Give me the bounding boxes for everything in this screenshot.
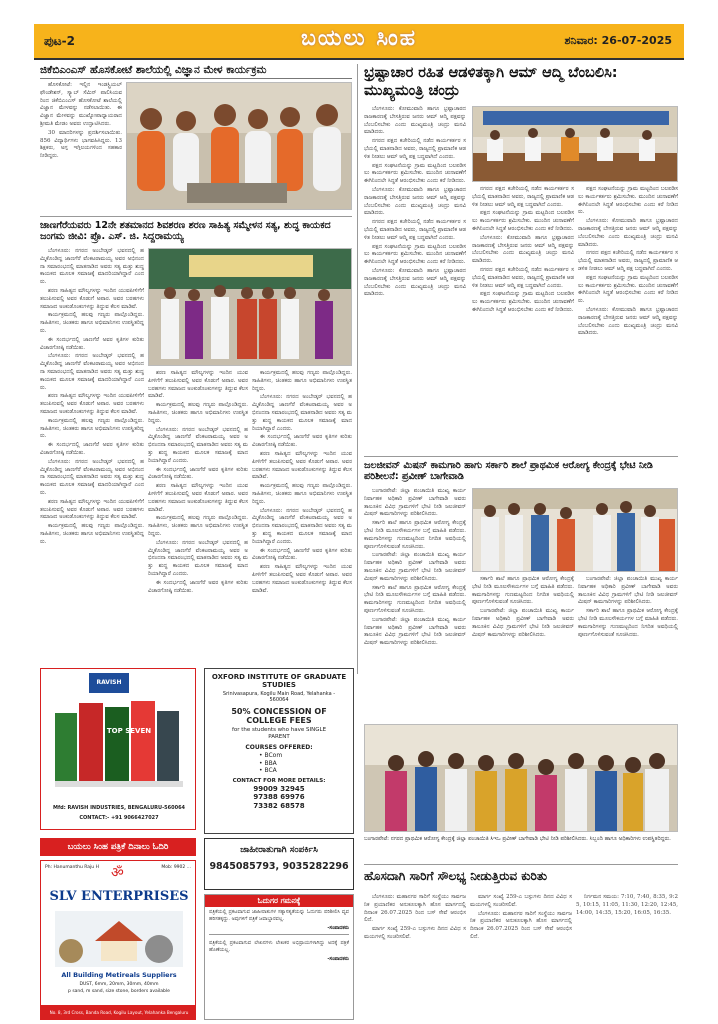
body-paragraph: ಬಂಗಾರಪೇಟೆ: ಜಿಲ್ಲಾ ಪಂಚಾಯಿತಿ ಮುಖ್ಯ ಕಾರ್ಯನಿರ್ವಾಹಕ ಅಧಿಕಾರಿ ಪ್ರವೀಣ್ ಬಾಗೇವಾಡಿ ಅವರು ತಾಲೂಕಿನ ವಿವಿಧ ಗ್ರಾಮಗಳಿಗೆ ಭೇಟಿ ನೀಡಿ ಜಲಜೀವನ್ ಮಿಷನ್ ಕಾಮಗಾರಿಗಳನ್ನು ಪರಿಶೀಲಿಸಿದರು. [364,552,466,582]
body-paragraph: ಬೆಂಗಳೂರು: ನಗರದ ಅಂಬೇಡ್ಕರ್ ಭವನದಲ್ಲಿ ಹಮ್ಮಿಕೊಂಡಿದ್ದ ಜಾಣಗೆರೆ ವೆಂಕಟರಾಮಯ್ಯ ಅವರ ಅಭಿನಂದನಾ ಸಮಾರಂಭದಲ್ಲಿ ಮಾತನಾಡಿದ ಅವರು ಸತ್ಯ ಮತ್ತು ಶುದ್ಧ ಕಾಯಕದ ಮೂಲಕ ಸಮಾಜಕ್ಕೆ ಮಾದರಿಯಾಗಿದ್ದಾರೆ ಎಂದರು. [40,353,144,391]
body-paragraph: ಪಕ್ಷದ ಸಂಘಟನೆಯನ್ನು ಗ್ರಾಮ ಮಟ್ಟದಿಂದ ಬಲಪಡಿಸಲು ಕಾರ್ಯಕರ್ತರು ಶ್ರಮಿಸಬೇಕು. ಮುಂದಿನ ಚುನಾವಣೆಗೆ ಈಗಿನಿಂದಲೇ ಸಿದ್ಧತೆ ಆರಂಭಿಸಬೇಕು ಎಂದು ಕರೆ ನೀಡಿದರು. [578,274,678,305]
body-paragraph: ಸರ್ಕಾರಿ ಶಾಲೆ ಹಾಗೂ ಪ್ರಾಥಮಿಕ ಆರೋಗ್ಯ ಕೇಂದ್ರಕ್ಕೆ ಭೇಟಿ ನೀಡಿ ಮೂಲಸೌಕರ್ಯಗಳ ಬಗ್ಗೆ ಮಾಹಿತಿ ಪಡೆದರು. ಕಾಮಗಾರಿಗಳನ್ನು ಗುಣಮಟ್ಟದಿಂದ ನಿಗದಿತ ಅವಧಿಯಲ್ಲಿ ಪೂರ್ಣಗೊಳಿಸುವಂತೆ ಸೂಚಿಸಿದರು. [364,520,466,550]
course-label: BCom [264,752,283,759]
phone-number: 97388 69976 [253,793,305,801]
body-paragraph: ಈ ಸಂದರ್ಭದಲ್ಲಿ ಜಾಣಗೆರೆ ಅವರ ಕೃತಿಗಳ ಕುರಿತು ವಿಚಾರಗೋಷ್ಠಿ ನಡೆಯಿತು. [252,547,352,562]
body-paragraph: ಬಂಗಾರಪೇಟೆ: ಜಿಲ್ಲಾ ಪಂಚಾಯಿತಿ ಮುಖ್ಯ ಕಾರ್ಯನಿರ್ವಾಹಕ ಅಧಿಕಾರಿ ಪ್ರವೀಣ್ ಬಾಗೇವಾಡಿ ಅವರು ತಾಲೂಕಿನ ವಿವಿಧ ಗ್ರಾಮಗಳಿಗೆ ಭೇಟಿ ನೀಡಿ ಜಲಜೀವನ್ ಮಿಷನ್ ಕಾಮಗಾರಿಗಳನ್ನು ಪರಿಶೀಲಿಸಿದರು. [472,608,574,638]
right-story2-headline: ಜಲಜೀವನ್ ಮಿಷನ್ ಕಾಮಗಾರಿ ಹಾಗು ಸರ್ಕಾರಿ ಶಾಲೆ ಪ್ರಾಥಮಿಕ ಆರೋಗ್ಯ ಕೇಂದ್ರಕ್ಕೆ ಭೇಟಿ ನೀಡಿ ಪರಿಶೀಲನೆ: ಪ್ರವೀಣ್ ಬಾಗೇವಾಡಿ [364,460,653,482]
left-story1-headline: ಜಿಕೆಬಿಎಂಎಸ್ ಹೊಸಕೋಟೆ ಶಾಲೆಯಲ್ಲಿ ವಿಜ್ಞಾನ ಮೇಳ ಕಾರ್ಯಕ್ರಮ [40,64,352,79]
body-paragraph: ಪಕ್ಷದ ಸಂಘಟನೆಯನ್ನು ಗ್ರಾಮ ಮಟ್ಟದಿಂದ ಬಲಪಡಿಸಲು ಕಾರ್ಯಕರ್ತರು ಶ್ರಮಿಸಬೇಕು. ಮುಂದಿನ ಚುನಾವಣೆಗೆ ಈಗಿನಿಂದಲೇ ಸಿದ್ಧತೆ ಆರಂಭಿಸಬೇಕು ಎಂದು ಕರೆ ನೀಡಿದರು. [364,243,466,266]
course-item: • BCA [259,767,277,774]
body-paragraph: ಸರ್ಕಾರಿ ಶಾಲೆ ಹಾಗೂ ಪ್ರಾಥಮಿಕ ಆರೋಗ್ಯ ಕೇಂದ್ರಕ್ಕೆ ಭೇಟಿ ನೀಡಿ ಮೂಲಸೌಕರ್ಯಗಳ ಬಗ್ಗೆ ಮಾಹಿತಿ ಪಡೆದರು. ಕಾಮಗಾರಿಗಳನ್ನು ಗುಣಮಟ್ಟದಿಂದ ನಿಗದಿತ ಅವಧಿಯಲ್ಲಿ ಪೂರ್ಣಗೊಳಿಸುವಂತೆ ಸೂಚಿಸಿದರು. [472,576,574,606]
body-paragraph: ಪಕ್ಷದ ಸಂಘಟನೆಯನ್ನು ಗ್ರಾಮ ಮಟ್ಟದಿಂದ ಬಲಪಡಿಸಲು ಕಾರ್ಯಕರ್ತರು ಶ್ರಮಿಸಬೇಕು. ಮುಂದಿನ ಚುನಾವಣೆಗೆ ಈಗಿನಿಂದಲೇ ಸಿದ್ಧತೆ ಆರಂಭಿಸಬೇಕು ಎಂದು ಕರೆ ನೀಡಿದರು. [364,162,466,185]
oxford-name: OXFORD INSTITUTE OF GRADUATE STUDIES [211,673,347,689]
slv-contact-left: Ph: Hanumanthu Raju H [45,865,99,870]
slv-name: SLV ENTERPRISES [49,889,189,904]
body-paragraph: ಶರಣ ಸಾಹಿತ್ಯದ ಮೌಲ್ಯಗಳನ್ನು ಇಂದಿನ ಯುವಪೀಳಿಗೆಗೆ ತಲುಪಿಸುವಲ್ಲಿ ಅವರ ಕೊಡುಗೆ ಅಪಾರ. ಅವರ ಬರಹಗಳು ಸಮಾಜದ ಅಂಕುಡೊಂಕುಗಳನ್ನು ತಿದ್ದುವ ಕೆಲಸ ಮಾಡಿವೆ. [252,564,352,594]
body-paragraph: ಪಕ್ಷದ ಸಂಘಟನೆಯನ್ನು ಗ್ರಾಮ ಮಟ್ಟದಿಂದ ಬಲಪಡಿಸಲು ಕಾರ್ಯಕರ್ತರು ಶ್ರಮಿಸಬೇಕು. ಮುಂದಿನ ಚುನಾವಣೆಗೆ ಈಗಿನಿಂದಲೇ ಸಿದ್ಧತೆ ಆರಂಭಿಸಬೇಕು ಎಂದು ಕರೆ ನೀಡಿದರು. [472,210,574,232]
body-paragraph: ಈ ಸಂದರ್ಭದಲ್ಲಿ ಜಾಣಗೆರೆ ಅವರ ಕೃತಿಗಳ ಕುರಿತು ವಿಚಾರಗೋಷ್ಠಿ ನಡೆಯಿತು. [252,434,352,449]
right-story2-col2 [472,576,574,720]
notice-text2: ಪತ್ರಿಕೆಯಲ್ಲಿ ಪ್ರಕಟವಾಗುವ ಲೇಖನಗಳು ಲೇಖಕರ ಅಭಿಪ್ರಾಯಗಳಾಗಿದ್ದು ಅದಕ್ಕೆ ಪತ್ರಿಕೆ ಹೊಣೆಯಲ್ಲ. [209,940,349,953]
body-paragraph: ಬೆಂಗಳೂರು: ಕೋಮುವಾದಿ ಹಾಗೂ ಭ್ರಷ್ಟಾಚಾರದ ರಾಜಕಾರಣಕ್ಕೆ ಬೇಸತ್ತಿರುವ ಜನರು ಆಮ್ ಆದ್ಮಿ ಪಕ್ಷವನ್ನು ಬೆಂಬಲಿಸಬೇಕು ಎಂದು ಮುಖ್ಯಮಂತ್ರಿ ಚಂದ್ರು ಮನವಿ ಮಾಡಿದರು. [578,218,678,248]
body-paragraph: ಪಕ್ಷದ ಸಂಘಟನೆಯನ್ನು ಗ್ರಾಮ ಮಟ್ಟದಿಂದ ಬಲಪಡಿಸಲು ಕಾರ್ಯಕರ್ತರು ಶ್ರಮಿಸಬೇಕು. ಮುಂದಿನ ಚುನಾವಣೆಗೆ ಈಗಿನಿಂದಲೇ ಸಿದ್ಧತೆ ಆರಂಭಿಸಬೇಕು ಎಂದು ಕರೆ ನೀಡಿದರು. [578,186,678,216]
body-paragraph: ಮಾರ್ಗ ಸಂಖ್ಯೆ 259-ಎ ಬಸ್ಸುಗಳು ದಿನದ ವಿವಿಧ ಸಮಯಗಳಲ್ಲಿ ಸಂಚರಿಸಲಿವೆ. [470,894,572,908]
body-paragraph: 30 ಮಾದರಿಗಳನ್ನು ಪ್ರದರ್ಶಿಸಲಾಯಿತು. 856 ವಿದ್ಯಾರ್ಥಿಗಳು ಭಾಗವಹಿಸಿದ್ದರು. 13 ಶಿಕ್ಷಕರು, ಅಗ್ಗ ಇಗ್ಗಿಲಯಗಳಿಂದ ಸಹಕಾರ ನೀಡಿದ್ದರು. [40,129,122,160]
left-story2-col2 [148,370,248,690]
building-materials-image [55,911,183,967]
masthead [34,24,684,60]
body-paragraph: ಸರ್ಕಾರಿ ಶಾಲೆ ಹಾಗೂ ಪ್ರಾಥಮಿಕ ಆರೋಗ್ಯ ಕೇಂದ್ರಕ್ಕೆ ಭೇಟಿ ನೀಡಿ ಮೂಲಸೌಕರ್ಯಗಳ ಬಗ್ಗೆ ಮಾಹಿತಿ ಪಡೆದರು. ಕಾಮಗಾರಿಗಳನ್ನು ಗುಣಮಟ್ಟದಿಂದ ನಿಗದಿತ ಅವಧಿಯಲ್ಲಿ ಪೂರ್ಣಗೊಳಿಸುವಂತೆ ಸೂಚಿಸಿದರು. [364,584,466,614]
newspaper-page [34,18,684,1020]
slv-detail1: DUST, 6mm, 20mm, 30mm, 40mm [79,982,159,987]
slv-ad [40,860,196,1020]
body-paragraph: ಬೆಂಗಳೂರು: ನಗರದ ಅಂಬೇಡ್ಕರ್ ಭವನದಲ್ಲಿ ಹಮ್ಮಿಕೊಂಡಿದ್ದ ಜಾಣಗೆರೆ ವೆಂಕಟರಾಮಯ್ಯ ಅವರ ಅಭಿನಂದನಾ ಸಮಾರಂಭದಲ್ಲಿ ಮಾತನಾಡಿದ ಅವರು ಸತ್ಯ ಮತ್ತು ಶುದ್ಧ ಕಾಯಕದ ಮೂಲಕ ಸಮಾಜಕ್ಕೆ ಮಾದರಿಯಾಗಿದ್ದಾರೆ ಎಂದರು. [252,394,352,432]
body-paragraph: ಶರಣ ಸಾಹಿತ್ಯದ ಮೌಲ್ಯಗಳನ್ನು ಇಂದಿನ ಯುವಪೀಳಿಗೆಗೆ ತಲುಪಿಸುವಲ್ಲಿ ಅವರ ಕೊಡುಗೆ ಅಪಾರ. ಅವರ ಬರಹಗಳು ಸಮಾಜದ ಅಂಕುಡೊಂಕುಗಳನ್ನು ತಿದ್ದುವ ಕೆಲಸ ಮಾಡಿವೆ. [252,450,352,481]
body-paragraph: ಕಾರ್ಯಕ್ರಮದಲ್ಲಿ ಹಲವು ಗಣ್ಯರು ಪಾಲ್ಗೊಂಡಿದ್ದರು. ಸಾಹಿತಿಗಳು, ಚಿಂತಕರು ಹಾಗೂ ಅಭಿಮಾನಿಗಳು ಉಪಸ್ಥಿತರಿದ್ದರು. [148,402,248,424]
body-paragraph: ಬಂಗಾರಪೇಟೆ: ಜಿಲ್ಲಾ ಪಂಚಾಯಿತಿ ಮುಖ್ಯ ಕಾರ್ಯನಿರ್ವಾಹಕ ಅಧಿಕಾರಿ ಪ್ರವೀಣ್ ಬಾಗೇವಾಡಿ ಅವರು ತಾಲೂಕಿನ ವಿವಿಧ ಗ್ರಾಮಗಳಿಗೆ ಭೇಟಿ ನೀಡಿ ಜಲಜೀವನ್ ಮಿಷನ್ ಕಾಮಗಾರಿಗಳನ್ನು ಪರಿಶೀಲಿಸಿದರು. [578,576,678,606]
oxford-address: Srinivasapura, Kogilu Main Road, Yelahanka - 560064 [222,691,336,703]
body-paragraph: ಈ ಸಂದರ್ಭದಲ್ಲಿ ಜಾಣಗೆರೆ ಅವರ ಕೃತಿಗಳ ಕುರಿತು ವಿಚಾರಗೋಷ್ಠಿ ನಡೆಯಿತು. [40,336,144,351]
right-story3-headline: ಹೊಸದಾಗಿ ಸಾರಿಗೆ ಸೌಲಭ್ಯ ನೀಡುತ್ತಿರುವ ಕುರಿತು [364,869,548,883]
body-paragraph: ನಗರದ ಪಕ್ಷದ ಕಚೇರಿಯಲ್ಲಿ ನಡೆದ ಕಾರ್ಯಕರ್ತರ ಸಭೆಯಲ್ಲಿ ಮಾತನಾಡಿದ ಅವರು, ರಾಜ್ಯದಲ್ಲಿ ಪ್ರಾಮಾಣಿಕ ಆಡಳಿತ ನೀಡಲು ಆಮ್ ಆದ್ಮಿ ಪಕ್ಷ ಬದ್ಧವಾಗಿದೆ ಎಂದರು. [364,138,466,160]
left-column [40,64,352,594]
body-paragraph: ಬೆಂಗಳೂರು: ಕೋಮುವಾದಿ ಹಾಗೂ ಭ್ರಷ್ಟಾಚಾರದ ರಾಜಕಾರಣಕ್ಕೆ ಬೇಸತ್ತಿರುವ ಜನರು ಆಮ್ ಆದ್ಮಿ ಪಕ್ಷವನ್ನು ಬೆಂಬಲಿಸಬೇಕು ಎಂದು ಮುಖ್ಯಮಂತ್ರಿ ಚಂದ್ರು ಮನವಿ ಮಾಡಿದರು. [472,234,574,265]
right-story2-col1 [364,488,466,720]
slv-detail2: p sand, m sand, size stone, borders available [68,989,170,994]
slv-address: No. 8, 3rd Cross, Banda Road, Kogilu Layout, Yelahanka Bengaluru [41,1005,196,1020]
ravish-ad [40,668,196,830]
body-paragraph: ಹೊಸಕೋಟೆ: ಇಲ್ಲಿನ ಇಂಡಸ್ಟ್ರಿಯಲ್ ಫೌಂಡೇಶನ್, ಸ್ಕ್ಯಾಬ್ ಸೆಮಿನ್ ಪಾಲಿಸಿಯವರಿಂದ ಜಿಕೆಬಿಎಂಎಸ್ ಹೊಸಕೋಟೆ ಶಾಲೆಯಲ್ಲಿ ವಿಜ್ಞಾನ ಮೇಳವನ್ನು ನಡೆಸಲಾಯಿತು. ಈ ವಿಜ್ಞಾನ ಮೇಳವನ್ನು ಮುಖ್ಯೋಪಾಧ್ಯಾಯರಾದ ಶ್ರೀಮತಿ ಮೇಡಂ ಅವರು ಉದ್ಘಾಟಿಸಿದರು. [40,82,122,127]
aap-meeting-photo [472,106,678,182]
left-story2-headline: ಜಾಣಗೆರೆಯವರು 12ನೇ ಶತಮಾನದ ಶಿವಶರಣ ಶರಣ ಸಾಹಿತ್ಯ ಸಮ್ಮೇಳನ ಸತ್ಯ, ಶುದ್ಧ ಕಾಯಕದ ಜಂಗಮ ಜೀವಿ: ಪ್ರೊ. ಎಸ್. ಜಿ. ಸಿದ್ದರಾಮಯ್ಯ [40,220,331,242]
body-paragraph: ಬಂಗಾರಪೇಟೆ: ಜಿಲ್ಲಾ ಪಂಚಾಯಿತಿ ಮುಖ್ಯ ಕಾರ್ಯನಿರ್ವಾಹಕ ಅಧಿಕಾರಿ ಪ್ರವೀಣ್ ಬಾಗೇವಾಡಿ ಅವರು ತಾಲೂಕಿನ ವಿವಿಧ ಗ್ರಾಮಗಳಿಗೆ ಭೇಟಿ ನೀಡಿ ಜಲಜೀವನ್ ಮಿಷನ್ ಕಾಮಗಾರಿಗಳನ್ನು ಪರಿಶೀಲಿಸಿದರು. [364,616,466,647]
body-paragraph: ಬೆಂಗಳೂರು: ಕೋಮುವಾದಿ ಹಾಗೂ ಭ್ರಷ್ಟಾಚಾರದ ರಾಜಕಾರಣಕ್ಕೆ ಬೇಸತ್ತಿರುವ ಜನರು ಆಮ್ ಆದ್ಮಿ ಪಕ್ಷವನ್ನು ಬೆಂಬಲಿಸಬೇಕು ಎಂದು ಮುಖ್ಯಮಂತ್ರಿ ಚಂದ್ರು ಮನವಿ ಮಾಡಿದರು. [364,106,466,136]
body-paragraph: ಈ ಸಂದರ್ಭದಲ್ಲಿ ಜಾಣಗೆರೆ ಅವರ ಕೃತಿಗಳ ಕುರಿತು ವಿಚಾರಗೋಷ್ಠಿ ನಡೆಯಿತು. [40,442,144,456]
body-paragraph: ಶರಣ ಸಾಹಿತ್ಯದ ಮೌಲ್ಯಗಳನ್ನು ಇಂದಿನ ಯುವಪೀಳಿಗೆಗೆ ತಲುಪಿಸುವಲ್ಲಿ ಅವರ ಕೊಡುಗೆ ಅಪಾರ. ಅವರ ಬರಹಗಳು ಸಮಾಜದ ಅಂಕುಡೊಂಕುಗಳನ್ನು ತಿದ್ದುವ ಕೆಲಸ ಮಾಡಿವೆ. [148,370,248,400]
body-paragraph: ಬೆಂಗಳೂರು: ನಗರದ ಅಂಬೇಡ್ಕರ್ ಭವನದಲ್ಲಿ ಹಮ್ಮಿಕೊಂಡಿದ್ದ ಜಾಣಗೆರೆ ವೆಂಕಟರಾಮಯ್ಯ ಅವರ ಅಭಿನಂದನಾ ಸಮಾರಂಭದಲ್ಲಿ ಮಾತನಾಡಿದ ಅವರು ಸತ್ಯ ಮತ್ತು ಶುದ್ಧ ಕಾಯಕದ ಮೂಲಕ ಸಮಾಜಕ್ಕೆ ಮಾದರಿಯಾಗಿದ್ದಾರೆ ಎಂದರು. [252,507,352,545]
right-story3-col2 [470,894,572,1016]
oxford-ad [204,668,354,834]
product-packs-image [55,697,183,789]
body-paragraph: ನಗರದ ಪಕ್ಷದ ಕಚೇರಿಯಲ್ಲಿ ನಡೆದ ಕಾರ್ಯಕರ್ತರ ಸಭೆಯಲ್ಲಿ ಮಾತನಾಡಿದ ಅವರು, ರಾಜ್ಯದಲ್ಲಿ ಪ್ರಾಮಾಣಿಕ ಆಡಳಿತ ನೀಡಲು ಆಮ್ ಆದ್ಮಿ ಪಕ್ಷ ಬದ್ಧವಾಗಿದೆ ಎಂದರು. [578,250,678,272]
right-story1-headline: ಭ್ರಷ್ಟಾಚಾರ ರಹಿತ ಆಡಳಿತಕ್ಕಾಗಿ ಆಮ್ ಆದ್ಮಿ ಬೆಂಬಲಿಸಿ: ಮುಖ್ಯಮಂತ್ರಿ ಚಂದ್ರು [364,65,618,99]
slv-tagline: All Building Metireals Suppliers [61,971,177,979]
body-paragraph: ಮಾರ್ಗ ಸಂಖ್ಯೆ 259-ಎ ಬಸ್ಸುಗಳು ದಿನದ ವಿವಿಧ ಸಮಯಗಳಲ್ಲಿ ಸಂಚರಿಸಲಿವೆ. [364,926,466,940]
body-paragraph: ಸರ್ಕಾರಿ ಶಾಲೆ ಹಾಗೂ ಪ್ರಾಥಮಿಕ ಆರೋಗ್ಯ ಕೇಂದ್ರಕ್ಕೆ ಭೇಟಿ ನೀಡಿ ಮೂಲಸೌಕರ್ಯಗಳ ಬಗ್ಗೆ ಮಾಹಿತಿ ಪಡೆದರು. ಕಾಮಗಾರಿಗಳನ್ನು ಗುಣಮಟ್ಟದಿಂದ ನಿಗದಿತ ಅವಧಿಯಲ್ಲಿ ಪೂರ್ಣಗೊಳಿಸುವಂತೆ ಸೂಚಿಸಿದರು. [578,608,678,638]
oxford-offer-sub: for the students who have SINGLE PARENT [231,727,327,740]
body-paragraph: ಕಾರ್ಯಕ್ರಮದಲ್ಲಿ ಹಲವು ಗಣ್ಯರು ಪಾಲ್ಗೊಂಡಿದ್ದರು. ಸಾಹಿತಿಗಳು, ಚಿಂತಕರು ಹಾಗೂ ಅಭಿಮಾನಿಗಳು ಉಪಸ್ಥಿತರಿದ್ದರು. [40,417,144,440]
body-paragraph: ಬೆಂಗಳೂರು: ನಗರದ ಅಂಬೇಡ್ಕರ್ ಭವನದಲ್ಲಿ ಹಮ್ಮಿಕೊಂಡಿದ್ದ ಜಾಣಗೆರೆ ವೆಂಕಟರಾಮಯ್ಯ ಅವರ ಅಭಿನಂದನಾ ಸಮಾರಂಭದಲ್ಲಿ ಮಾತನಾಡಿದ ಅವರು ಸತ್ಯ ಮತ್ತು ಶುದ್ಧ ಕಾಯಕದ ಮೂಲಕ ಸಮಾಜಕ್ಕೆ ಮಾದರಿಯಾಗಿದ್ದಾರೆ ಎಂದರು. [40,248,144,286]
body-paragraph: ಕಾರ್ಯಕ್ರಮದಲ್ಲಿ ಹಲವು ಗಣ್ಯರು ಪಾಲ್ಗೊಂಡಿದ್ದರು. ಸಾಹಿತಿಗಳು, ಚಿಂತಕರು ಹಾಗೂ ಅಭಿಮಾನಿಗಳು ಉಪಸ್ಥಿತರಿದ್ದರು. [252,370,352,392]
body-paragraph: ಈ ಸಂದರ್ಭದಲ್ಲಿ ಜಾಣಗೆರೆ ಅವರ ಕೃತಿಗಳ ಕುರಿತು ವಿಚಾರಗೋಷ್ಠಿ ನಡೆಯಿತು. [148,466,248,481]
ravish-address: Mfd: RAVISH INDUSTRIES, BENGALURU-560064 [52,805,186,811]
notice-box [204,894,354,1020]
group-photo [364,724,678,832]
left-story1-body [40,82,122,210]
courses-title: COURSES OFFERED: [245,744,313,751]
body-paragraph: ಕಾರ್ಯಕ್ರಮದಲ್ಲಿ ಹಲವು ಗಣ್ಯರು ಪಾಲ್ಗೊಂಡಿದ್ದರು. ಸಾಹಿತಿಗಳು, ಚಿಂತಕರು ಹಾಗೂ ಅಭಿಮಾನಿಗಳು ಉಪಸ್ಥಿತರಿದ್ದರು. [40,523,144,545]
body-paragraph: ನಗರದ ಪಕ್ಷದ ಕಚೇರಿಯಲ್ಲಿ ನಡೆದ ಕಾರ್ಯಕರ್ತರ ಸಭೆಯಲ್ಲಿ ಮಾತನಾಡಿದ ಅವರು, ರಾಜ್ಯದಲ್ಲಿ ಪ್ರಾಮಾಣಿಕ ಆಡಳಿತ ನೀಡಲು ಆಮ್ ಆದ್ಮಿ ಪಕ್ಷ ಬದ್ಧವಾಗಿದೆ ಎಂದರು. [364,219,466,241]
om-symbol: ॐ [111,865,124,881]
body-paragraph: ಕಾರ್ಯಕ್ರಮದಲ್ಲಿ ಹಲವು ಗಣ್ಯರು ಪಾಲ್ಗೊಂಡಿದ್ದರು. ಸಾಹಿತಿಗಳು, ಚಿಂತಕರು ಹಾಗೂ ಅಭಿಮಾನಿಗಳು ಉಪಸ್ಥಿತರಿದ್ದರು. [40,312,144,334]
body-paragraph: ನಿರ್ಗಮನ ಸಮಯ: 7:10, 7:40, 8:35, 9:25, 10:15, 11:05, 11:30, 12:20, 12:45, 14:00, 14:35, 15:20, 16:05, 16:35. [576,894,678,916]
science-fair-photo [126,82,352,210]
body-paragraph: ಬೆಂಗಳೂರು: ನಗರದ ಅಂಬೇಡ್ಕರ್ ಭವನದಲ್ಲಿ ಹಮ್ಮಿಕೊಂಡಿದ್ದ ಜಾಣಗೆರೆ ವೆಂಕಟರಾಮಯ್ಯ ಅವರ ಅಭಿನಂದನಾ ಸಮಾರಂಭದಲ್ಲಿ ಮಾತನಾಡಿದ ಅವರು ಸತ್ಯ ಮತ್ತು ಶುದ್ಧ ಕಾಯಕದ ಮೂಲಕ ಸಮಾಜಕ್ಕೆ ಮಾದರಿಯಾಗಿದ್ದಾರೆ ಎಂದರು. [148,539,248,577]
body-paragraph: ಶರಣ ಸಾಹಿತ್ಯದ ಮೌಲ್ಯಗಳನ್ನು ಇಂದಿನ ಯುವಪೀಳಿಗೆಗೆ ತಲುಪಿಸುವಲ್ಲಿ ಅವರ ಕೊಡುಗೆ ಅಪಾರ. ಅವರ ಬರಹಗಳು ಸಮಾಜದ ಅಂಕುಡೊಂಕುಗಳನ್ನು ತಿದ್ದುವ ಕೆಲಸ ಮಾಡಿವೆ. [40,498,144,521]
left-story2-col1 [40,248,144,690]
right-story3-col1 [364,894,466,1016]
notice-title: ಓದುಗರ ಗಮನಕ್ಕೆ [205,895,353,907]
course-label: BBA [264,759,277,767]
notice-sign1: -ಸಂಪಾದಕರು [327,925,349,931]
felicitation-photo [148,248,352,366]
contact-title: CONTACT FOR MORE DETAILS: [232,777,326,784]
course-label: BCA [264,767,277,774]
body-paragraph: ಬೆಂಗಳೂರು: ಕೋಮುವಾದಿ ಹಾಗೂ ಭ್ರಷ್ಟಾಚಾರದ ರಾಜಕಾರಣಕ್ಕೆ ಬೇಸತ್ತಿರುವ ಜನರು ಆಮ್ ಆದ್ಮಿ ಪಕ್ಷವನ್ನು ಬೆಂಬಲಿಸಬೇಕು ಎಂದು ಮುಖ್ಯಮಂತ್ರಿ ಚಂದ್ರು ಮನವಿ ಮಾಡಿದರು. [364,267,466,298]
body-paragraph: ಬೆಂಗಳೂರು: ನಗರದ ಅಂಬೇಡ್ಕರ್ ಭವನದಲ್ಲಿ ಹಮ್ಮಿಕೊಂಡಿದ್ದ ಜಾಣಗೆರೆ ವೆಂಕಟರಾಮಯ್ಯ ಅವರ ಅಭಿನಂದನಾ ಸಮಾರಂಭದಲ್ಲಿ ಮಾತನಾಡಿದ ಅವರು ಸತ್ಯ ಮತ್ತು ಶುದ್ಧ ಕಾಯಕದ ಮೂಲಕ ಸಮಾಜಕ್ಕೆ ಮಾದರಿಯಾಗಿದ್ದಾರೆ ಎಂದರು. [148,426,248,464]
right-column [364,64,678,647]
body-paragraph: ಬೆಂಗಳೂರು: ಕೋಮುವಾದಿ ಹಾಗೂ ಭ್ರಷ್ಟಾಚಾರದ ರಾಜಕಾರಣಕ್ಕೆ ಬೇಸತ್ತಿರುವ ಜನರು ಆಮ್ ಆದ್ಮಿ ಪಕ್ಷವನ್ನು ಬೆಂಬಲಿಸಬೇಕು ಎಂದು ಮುಖ್ಯಮಂತ್ರಿ ಚಂದ್ರು ಮನವಿ ಮಾಡಿದರು. [364,186,466,217]
course-item: • BCom [259,752,283,759]
ravish-contact: CONTACT:- +91 9066427027 [79,815,159,821]
body-paragraph: ಶರಣ ಸಾಹಿತ್ಯದ ಮೌಲ್ಯಗಳನ್ನು ಇಂದಿನ ಯುವಪೀಳಿಗೆಗೆ ತಲುಪಿಸುವಲ್ಲಿ ಅವರ ಕೊಡುಗೆ ಅಪಾರ. ಅವರ ಬರಹಗಳು ಸಮಾಜದ ಅಂಕುಡೊಂಕುಗಳನ್ನು ತಿದ್ದುವ ಕೆಲಸ ಮಾಡಿವೆ. [148,483,248,513]
group-photo-caption: ಬಂಗಾರಪೇಟೆ: ನಗರದ ಪ್ರಾಥಮಿಕ ಆರೋಗ್ಯ ಕೇಂದ್ರಕ್ಕೆ ಜಿಲ್ಲಾ ಪಂಚಾಯಿತಿ ಸಿಇಒ ಪ್ರವೀಣ್ ಬಾಗೇವಾಡಿ ಭೇಟಿ ನೀಡಿ ಪರಿಶೀಲಿಸಿದರು. ಸಿಬ್ಬಂದಿ ಹಾಗೂ ಅಧಿಕಾರಿಗಳು ಉಪಸ್ಥಿತರಿದ್ದರು. [364,836,671,842]
right-story1-col2 [472,186,574,451]
left-story2-col3 [252,370,352,690]
classified-phone: 9845085793, 9035282296 [209,861,349,872]
body-paragraph: ಬಂಗಾರಪೇಟೆ: ಜಿಲ್ಲಾ ಪಂಚಾಯಿತಿ ಮುಖ್ಯ ಕಾರ್ಯನಿರ್ವಾಹಕ ಅಧಿಕಾರಿ ಪ್ರವೀಣ್ ಬಾಗೇವಾಡಿ ಅವರು ತಾಲೂಕಿನ ವಿವಿಧ ಗ್ರಾಮಗಳಿಗೆ ಭೇಟಿ ನೀಡಿ ಜಲಜೀವನ್ ಮಿಷನ್ ಕಾಮಗಾರಿಗಳನ್ನು ಪರಿಶೀಲಿಸಿದರು. [364,488,466,518]
notice-sign2: -ಸಂಪಾದಕರು [327,956,349,962]
body-paragraph: ಶರಣ ಸಾಹಿತ್ಯದ ಮೌಲ್ಯಗಳನ್ನು ಇಂದಿನ ಯುವಪೀಳಿಗೆಗೆ ತಲುಪಿಸುವಲ್ಲಿ ಅವರ ಕೊಡುಗೆ ಅಪಾರ. ಅವರ ಬರಹಗಳು ಸಮಾಜದ ಅಂಕುಡೊಂಕುಗಳನ್ನು ತಿದ್ದುವ ಕೆಲಸ ಮಾಡಿವೆ. [40,393,144,415]
body-paragraph: ಕಾರ್ಯಕ್ರಮದಲ್ಲಿ ಹಲವು ಗಣ್ಯರು ಪಾಲ್ಗೊಂಡಿದ್ದರು. ಸಾಹಿತಿಗಳು, ಚಿಂತಕರು ಹಾಗೂ ಅಭಿಮಾನಿಗಳು ಉಪಸ್ಥಿತರಿದ್ದರು. [148,515,248,537]
right-story1-col3 [578,186,678,451]
inspection-photo [472,488,678,572]
courses-list [205,752,353,775]
body-paragraph: ಬೆಂಗಳೂರು: ಮಹಾನಗರ ಸಾರಿಗೆ ಸಂಸ್ಥೆಯು ಸಾರ್ವಜನಿಕ ಪ್ರಯಾಣಿಕರ ಅನುಕೂಲಕ್ಕಾಗಿ ಹೊಸ ಮಾರ್ಗದಲ್ಲಿ ದಿನಾಂಕ 26.07.2025 ರಿಂದ ಬಸ್ ಸೇವೆ ಆರಂಭಿಸಲಿದೆ. [364,894,466,924]
oxford-offer: 50% CONCESSION OF COLLEGE FEES [231,707,327,725]
slv-contact-right: Mob: 9902 ... [161,865,191,870]
ravish-logo: RAVISH [89,673,129,693]
course-item: • BBA [259,759,277,767]
classified-ad [204,838,354,890]
body-paragraph: ಬೆಂಗಳೂರು: ಕೋಮುವಾದಿ ಹಾಗೂ ಭ್ರಷ್ಟಾಚಾರದ ರಾಜಕಾರಣಕ್ಕೆ ಬೇಸತ್ತಿರುವ ಜನರು ಆಮ್ ಆದ್ಮಿ ಪಕ್ಷವನ್ನು ಬೆಂಬಲಿಸಬೇಕು ಎಂದು ಮುಖ್ಯಮಂತ್ರಿ ಚಂದ್ರು ಮನವಿ ಮಾಡಿದರು. [578,306,678,337]
body-paragraph: ಬೆಂಗಳೂರು: ನಗರದ ಅಂಬೇಡ್ಕರ್ ಭವನದಲ್ಲಿ ಹಮ್ಮಿಕೊಂಡಿದ್ದ ಜಾಣಗೆರೆ ವೆಂಕಟರಾಮಯ್ಯ ಅವರ ಅಭಿನಂದನಾ ಸಮಾರಂಭದಲ್ಲಿ ಮಾತನಾಡಿದ ಅವರು ಸತ್ಯ ಮತ್ತು ಶುದ್ಧ ಕಾಯಕದ ಮೂಲಕ ಸಮಾಜಕ್ಕೆ ಮಾದರಿಯಾಗಿದ್ದಾರೆ ಎಂದರು. [40,458,144,496]
newspaper-title: ಬಯಲು ಸಿಂಹ [300,26,418,51]
subscribe-banner: ಬಯಲು ಸಿಂಹ ಪತ್ರಿಕೆ ದಿನಾಲು ಓದಿರಿ [40,838,196,856]
body-paragraph: ಬೆಂಗಳೂರು: ಮಹಾನಗರ ಸಾರಿಗೆ ಸಂಸ್ಥೆಯು ಸಾರ್ವಜನಿಕ ಪ್ರಯಾಣಿಕರ ಅನುಕೂಲಕ್ಕಾಗಿ ಹೊಸ ಮಾರ್ಗದಲ್ಲಿ ದಿನಾಂಕ 26.07.2025 ರಿಂದ ಬಸ್ ಸೇವೆ ಆರಂಭಿಸಲಿದೆ. [470,910,572,940]
phone-number: 73382 68578 [253,801,305,810]
notice-text1: ಪತ್ರಿಕೆಯಲ್ಲಿ ಪ್ರಕಟವಾಗುವ ಜಾಹೀರಾತುಗಳ ಸತ್ಯಾಸತ್ಯತೆಯನ್ನು ಓದುಗರು ಪರಿಶೀಲಿಸಿ ವ್ಯವಹರಿಸತಕ್ಕದ್ದು. ಅವುಗಳಿಗೆ ಪತ್ರಿಕೆ ಜವಾಬ್ದಾರವಲ್ಲ. [209,909,349,922]
classified-title: ಜಾಹೀರಾತುಗಾಗಿ ಸಂಪರ್ಕಿಸಿ [240,845,318,855]
phone-list [205,785,353,811]
product-name: TOP SEVEN [106,727,152,735]
body-paragraph: ನಗರದ ಪಕ್ಷದ ಕಚೇರಿಯಲ್ಲಿ ನಡೆದ ಕಾರ್ಯಕರ್ತರ ಸಭೆಯಲ್ಲಿ ಮಾತನಾಡಿದ ಅವರು, ರಾಜ್ಯದಲ್ಲಿ ಪ್ರಾಮಾಣಿಕ ಆಡಳಿತ ನೀಡಲು ಆಮ್ ಆದ್ಮಿ ಪಕ್ಷ ಬದ್ಧವಾಗಿದೆ ಎಂದರು. [472,186,574,208]
page-number: ಪುಟ-2 [44,34,75,48]
right-story2-col3 [578,576,678,720]
body-paragraph: ನಗರದ ಪಕ್ಷದ ಕಚೇರಿಯಲ್ಲಿ ನಡೆದ ಕಾರ್ಯಕರ್ತರ ಸಭೆಯಲ್ಲಿ ಮಾತನಾಡಿದ ಅವರು, ರಾಜ್ಯದಲ್ಲಿ ಪ್ರಾಮಾಣಿಕ ಆಡಳಿತ ನೀಡಲು ಆಮ್ ಆದ್ಮಿ ಪಕ್ಷ ಬದ್ಧವಾಗಿದೆ ಎಂದರು. [472,266,574,289]
issue-date: ಶನಿವಾರ: 26-07-2025 [564,34,672,47]
body-paragraph: ಪಕ್ಷದ ಸಂಘಟನೆಯನ್ನು ಗ್ರಾಮ ಮಟ್ಟದಿಂದ ಬಲಪಡಿಸಲು ಕಾರ್ಯಕರ್ತರು ಶ್ರಮಿಸಬೇಕು. ಮುಂದಿನ ಚುನಾವಣೆಗೆ ಈಗಿನಿಂದಲೇ ಸಿದ್ಧತೆ ಆರಂಭಿಸಬೇಕು ಎಂದು ಕರೆ ನೀಡಿದರು. [472,291,574,313]
body-paragraph: ಶರಣ ಸಾಹಿತ್ಯದ ಮೌಲ್ಯಗಳನ್ನು ಇಂದಿನ ಯುವಪೀಳಿಗೆಗೆ ತಲುಪಿಸುವಲ್ಲಿ ಅವರ ಕೊಡುಗೆ ಅಪಾರ. ಅವರ ಬರಹಗಳು ಸಮಾಜದ ಅಂಕುಡೊಂಕುಗಳನ್ನು ತಿದ್ದುವ ಕೆಲಸ ಮಾಡಿವೆ. [40,287,144,310]
right-story3-col3 [576,894,678,1016]
phone-number: 99009 32945 [253,784,305,793]
body-paragraph: ಈ ಸಂದರ್ಭದಲ್ಲಿ ಜಾಣಗೆರೆ ಅವರ ಕೃತಿಗಳ ಕುರಿತು ವಿಚಾರಗೋಷ್ಠಿ ನಡೆಯಿತು. [148,579,248,594]
right-story1-col1 [364,106,466,451]
body-paragraph: ಕಾರ್ಯಕ್ರಮದಲ್ಲಿ ಹಲವು ಗಣ್ಯರು ಪಾಲ್ಗೊಂಡಿದ್ದರು. ಸಾಹಿತಿಗಳು, ಚಿಂತಕರು ಹಾಗೂ ಅಭಿಮಾನಿಗಳು ಉಪಸ್ಥಿತರಿದ್ದರು. [252,483,352,505]
